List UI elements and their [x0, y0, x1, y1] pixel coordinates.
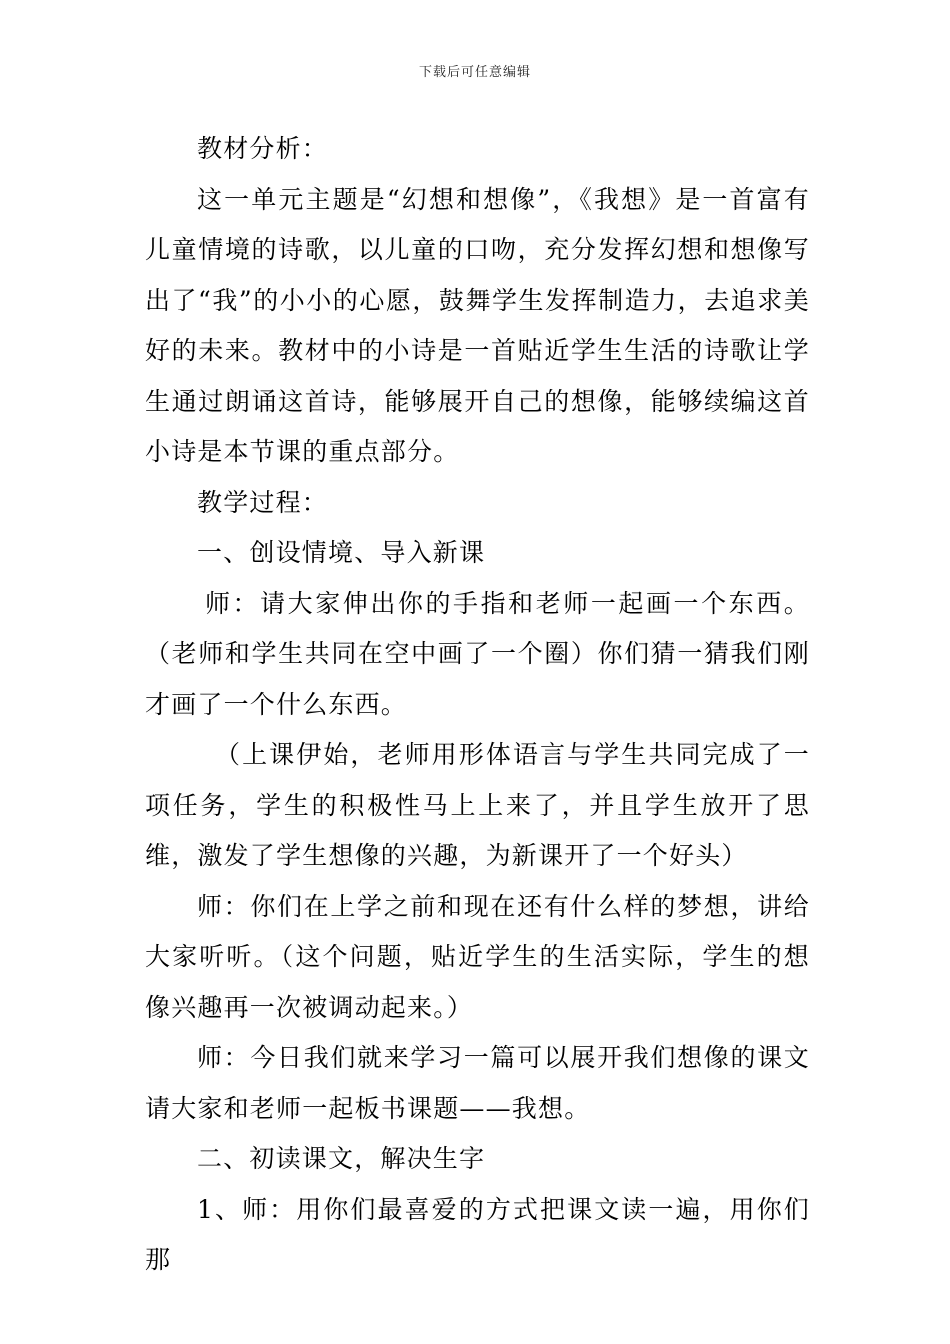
subheading-create-situation: 一、创设情境、导入新课 — [197, 538, 486, 567]
section-heading-material-analysis: 教材分析： — [197, 134, 329, 163]
paragraph-teacher-title: 师：今日我们就来学习一篇可以展开我们想像的课文请大家和老师一起板书课题——我想。 — [145, 1043, 810, 1123]
paragraph-teacher-draw: 师：请大家伸出你的手指和老师一起画一个东西。（老师和学生共同在空中画了一个圈）你们猜一猜我们刚才画了一个什么东西。 — [145, 588, 810, 719]
paragraph-material-analysis: 这一单元主题是“幻想和想像”，《我想》是一首富有儿童情境的诗歌，以儿童的口吻，充分发挥幻想和想像写出了“我”的小小的心愿，鼓舞学生发挥制造力，去追求美好的未来。教材中的小诗是一首贴近学生生活的诗歌让学生通过朗诵这首诗，能够展开自己的想像，能够续编这首小诗是本节课的重点部分。 — [145, 184, 810, 466]
paragraph-reading-instruction: 1、师：用你们最喜爱的方式把课文读一遍，用你们那 — [145, 1194, 810, 1274]
page-header-note: 下载后可任意编辑 — [418, 65, 531, 80]
subheading-first-reading: 二、初读课文，解决生字 — [197, 1144, 486, 1173]
paragraph-teacher-dreams: 师：你们在上学之前和现在还有什么样的梦想，讲给大家听听。（这个问题，贴近学生的生活实际，学生的想像兴趣再一次被调动起来。） — [145, 891, 810, 1022]
document-body — [145, 124, 810, 1286]
section-heading-teaching-process: 教学过程： — [197, 487, 329, 517]
paragraph-commentary-start: （上课伊始，老师用形体语言与学生共同完成了一项任务，学生的积极性马上上来了，并且学生放开了思维，激发了学生想像的兴趣，为新课开了一个好头） — [145, 740, 810, 870]
